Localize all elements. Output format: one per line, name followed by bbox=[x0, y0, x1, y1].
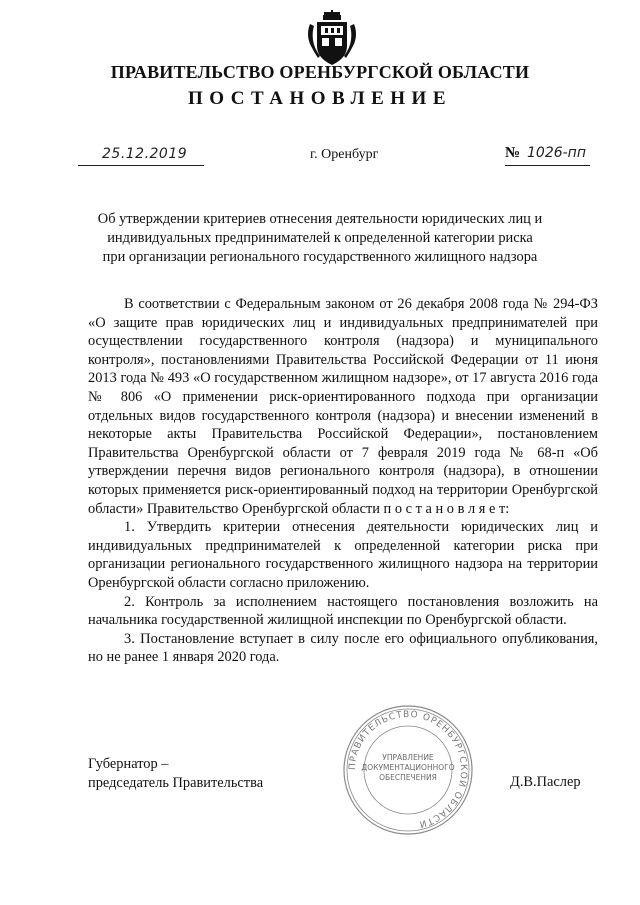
government-name: ПРАВИТЕЛЬСТВО ОРЕНБУРГСКОЙ ОБЛАСТИ bbox=[110, 62, 530, 82]
document-date: 25.12.2019 bbox=[102, 146, 188, 162]
document-type: ПОСТАНОВЛЕНИЕ bbox=[187, 88, 453, 109]
document-number: 1026-пп bbox=[527, 145, 586, 161]
document-body bbox=[88, 295, 598, 667]
document-subject: Об утверждении критериев отнесения деятельности юридических лиц и индивидуальных предпринимателей к определенной категории риска при организации регионального государственного жилищного надзора bbox=[97, 211, 543, 265]
official-stamp bbox=[341, 703, 475, 837]
date-field bbox=[78, 147, 204, 166]
signer-position bbox=[88, 755, 263, 793]
svg-text:ДОКУМЕНТАЦИОННОГО: ДОКУМЕНТАЦИОННОГО bbox=[361, 763, 455, 772]
body-paragraph: В соответствии с Федеральным законом от 26 декабря 2008 года № 294-ФЗ «О защите прав юридических лиц и индивидуальных предпринимателей при осуществлении государственного контроля (надзора) и муниципального контроля», постановлениями Правительства Российской Федерации от 11 июня 2013 года № 493 «О государственном жилищном надзоре», от 17 августа 2016 года № 806 «О применении риск-ориентированного подхода при организации отдельных видов государственного контроля (надзора) и внесении изменений в некоторые акты Правительства Российской Федерации», постановлением Правительства Оренбургской области от 7 февраля 2019 года № 68-п «Об утверждении перечня видов регионального контроля (надзора), в отношении которых применяется риск-ориентированный подход на территории Оренбургской области» Правительство Оренбургской области п о с т а н о в л я е т: bbox=[88, 296, 598, 517]
number-sign: № bbox=[505, 145, 521, 161]
body-paragraph: 2. Контроль за исполнением настоящего постановления возложить на начальника государственной жилищной инспекции по Оренбургской области. bbox=[88, 593, 598, 629]
body-paragraph: 1. Утвердить критерии отнесения деятельности юридических лиц и индивидуальных предпринимателей к определенной категории риска при организации регионального государственного жилищного надзора на территории Оренбургской области согласно приложению. bbox=[88, 519, 598, 591]
svg-text:УПРАВЛЕНИЕ: УПРАВЛЕНИЕ bbox=[382, 753, 434, 762]
signer-position-line2: председатель Правительства bbox=[88, 775, 264, 791]
signer-name: Д.В.Паслер bbox=[510, 774, 581, 790]
body-paragraph: 3. Постановление вступает в силу после его официального опубликования, но не ранее 1 января 2020 года. bbox=[88, 630, 598, 666]
signer-position-line1: Губернатор – bbox=[88, 756, 169, 772]
svg-text:ПРАВИТЕЛЬСТВО ОРЕНБУРГСКОЙ ОБЛ: ПРАВИТЕЛЬСТВО ОРЕНБУРГСКОЙ ОБЛАСТИ bbox=[347, 709, 469, 829]
city-name: г. Оренбург bbox=[310, 147, 379, 162]
number-field bbox=[505, 145, 590, 166]
coat-of-arms-icon bbox=[304, 10, 360, 68]
svg-text:ОБЕСПЕЧЕНИЯ: ОБЕСПЕЧЕНИЯ bbox=[379, 773, 437, 782]
